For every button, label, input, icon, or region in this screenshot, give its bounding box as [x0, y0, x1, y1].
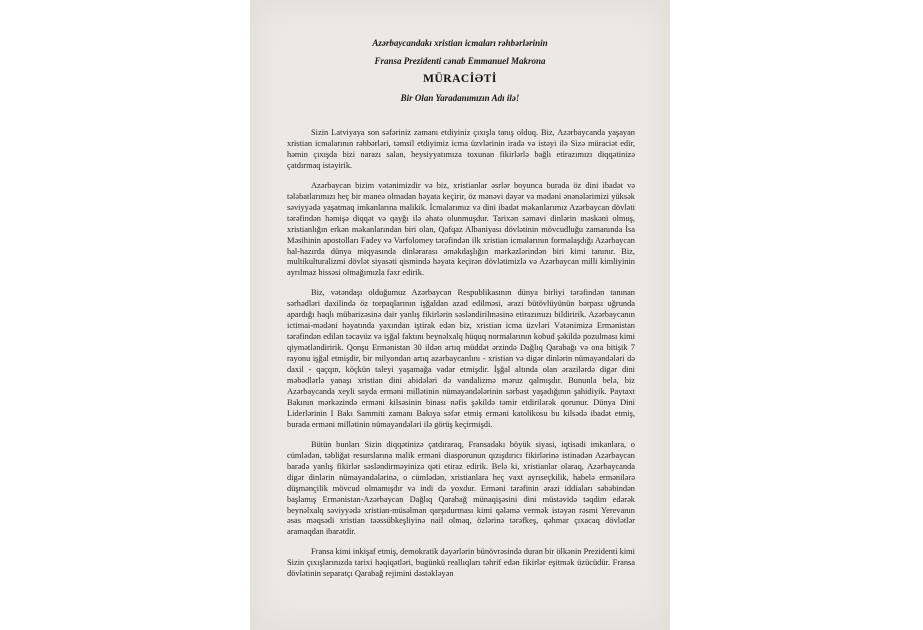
paragraph: Fransa kimi inkişaf etmiş, demokratik dəyərlərin bünövrəsində duran bir ölkənin Prezidenti kimi Sizin çıxışlarınızda tarixi həqiqətləri, bugünkü reallıqları təhrif edən fikirlər eşitmək üzücüdür. Fransa dövlətinin separatçı Qarabağ rejimini dəstəkləyən: [287, 547, 635, 579]
paragraph: Biz, vətəndaşı olduğumuz Azərbaycan Respublikasının dünya birliyi tərəfindən tanınan sərhədləri daxilində öz torpaqlarının işğaldan azad edilməsi, ərazi bütövlüyünün bərpası uğrunda apardığı haqlı mübarizəsinə dair yanlış fikirlərin səsləndirilməsinə etirazımızı bildiririk. Azərbaycanın ictimai-mədəni həyatında yaxından iştirak edən biz, xristian icma üzvləri Vətənimizə Ermənistan tərəfindən edilən təcavüz və işğal faktını beynəlxalq hüquq normalarının kobud şəkildə pozulması kimi qiymətləndiririk. Qonşu Ermənistan 30 ildən artıq müddət ərzində Dağlıq Qarabağı və ona bitişik 7 rayonu işğal etmişdir, bir milyondan artıq azərbaycanlını - xristian və digər dinlərin nümayəndələri də daxil - qaçqın, köçkün taleyi yaşamağa vadar etmişdir. İşğal altında olan ərazilərdə digər dini məbədlərlə yanaşı xristian dini abidələri də vandalizmə məruz qalmışdır. Bununla belə, biz Azərbaycanda xeyli sayda erməni millətinin nümayəndələrinin sərbəst yaşadığının şahidiyik. Paytaxt Bakının mərkəzində erməni kilsəsinin binası nəfis şəkildə təmir etdirilərək qorunur. Dünya Dini Liderlərinin I Bakı Sammiti zamanı Bakıya səfər etmiş erməni katolikosu bu kilsədə ibadət etmiş, burada erməni millətinin nümayəndələri ilə görüş keçirmişdi.: [287, 288, 635, 429]
document-title: MÜRACİƏTİ: [423, 73, 497, 85]
header-line-2: Fransa Prezidenti cənab Emmanuel Makrona: [374, 56, 546, 66]
paragraph: Bütün bunları Sizin diqqətinizə çatdıraraq, Fransadakı böyük siyasi, iqtisadi imkanlara, o cümlədən, təbliğat resurslarına malik erməni diasporunun qızışdırıcı fikirlərinə istinadən Azərbaycan barədə yanlış fikirlər səsləndirməyinizə qəti etiraz edirik. Belə ki, xristianlar olaraq, Azərbaycanda digər dinlərin nümayəndələrinə, o cümlədən, xristianlara heç vaxt ayrıseçkilik, habelə ermənilərə düşmənçilik mövcud olmamışdır və indi də yoxdur. Erməni tərəfinin ərazi iddiaları səbəbindən başlamış Ermənistan-Azərbaycan Dağlıq Qarabağ münaqişəsini dini müstəvidə təqdim edərək beynəlxalq səviyyədə xristian-müsəlman qarşıdurması kimi qələmə vermək istəyən rəsmi Yerevanın əsas məqsədi xristian təəssübkeşliyinə nail olmaq, özlərinə tərəfkeş, qəhmar çıxacaq dövlətlər aramaqdan ibarətdir.: [287, 439, 635, 537]
paragraph: Azərbaycan bizim vətənimizdir və biz, xristianlar əsrlər boyunca burada öz dini ibadət və tələbatlarımızı heç bir maneə olmadan həyata keçirir, öz mənəvi dəyər və mədəni ənənələrimizi yüksək səviyyədə yaşatmaq imkanlarına malikik. İcmalarımız və dini ibadət məkanlarımız Azərbaycan dövləti tərəfindən həmişə diqqət və qayğı ilə əhatə olunmuşdur. Tarixən səmavi dinlərin məskəni olmuş, xristianlığın erkən məkanlarından biri olan, Qafqaz Albaniyası dövlətinin mövcudluğu zamanında İsa Məsihinin apostolları Fadey və Varfolomey tərəfindən ilk xristian icmalarının formalaşdığı Azərbaycan hal-hazırda dünya miqyasında dinlərarası əməkdaşlığın mərkəzlərindən biri kimi tanınır. Biz, multikulturalizmi dövlət siyasəti qismində həyata keçirən dövlətimizlə və Azərbaycan milli kimliyinin ayrılmaz hissəsi olmağımızla fəxr edirik.: [287, 180, 635, 278]
paragraph: Sizin Latviyaya son səfəriniz zamanı etdiyiniz çıxışla tanış olduq. Biz, Azərbaycanda yaşayan xristian icmalarının rəhbərləri, təmsil etdiyimiz icma üzvlərinin iradə və istəyi ilə Sizə müraciət edir, həmin çıxışda bizi narazı salan, heysiyyatımıza toxunan fikirlərlə bağlı etirazımızı diqqətinizə çatdırmaq istəyirik.: [287, 128, 635, 170]
document-subtitle: Bir Olan Yaradanımızın Adı ilə!: [400, 93, 520, 103]
letter-header: [250, 34, 670, 108]
header-line-1: Azərbaycandakı xristian icmaları rəhbərlərinin: [372, 38, 548, 48]
document-page: [250, 0, 670, 630]
letter-body: [287, 128, 635, 589]
